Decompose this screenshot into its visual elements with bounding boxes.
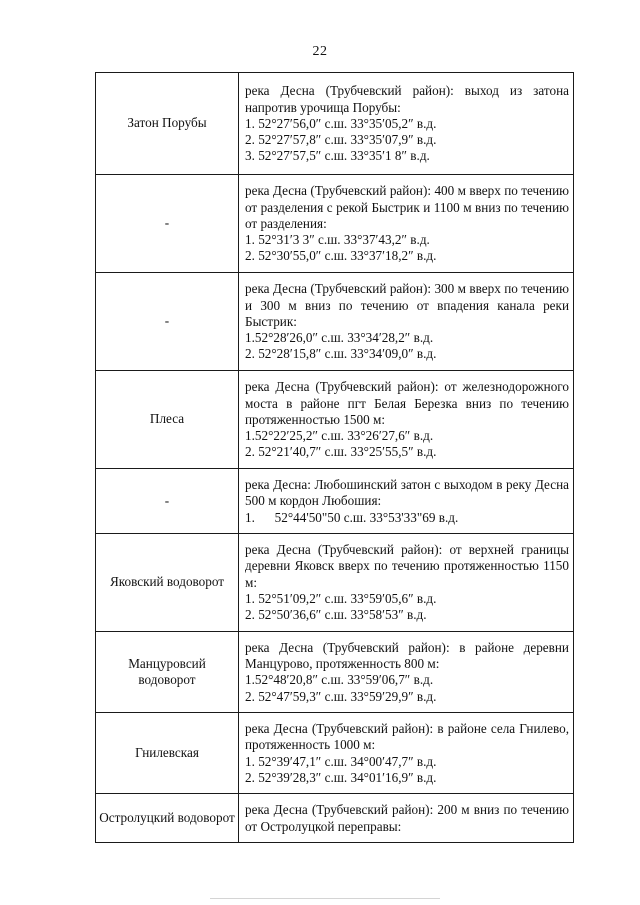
site-description: река Десна: Любошинский затон с выходом в реку Десна 500 м кордон Любошия: — [245, 477, 569, 509]
site-description-cell — [239, 469, 574, 534]
site-description: река Десна (Трубчевский район): 400 м вверх по течению от разделения с рекой Быстрик и 1100 м вниз по течению от разделения: — [245, 183, 569, 231]
site-name-cell: - — [96, 273, 239, 371]
site-name-cell: Манцуровсий водоворот — [96, 631, 239, 712]
coordinate-line: 2. 52°21′40,7″ с.ш. 33°25′55,5″ в.д. — [245, 444, 437, 460]
coordinate-line: 3. 52°27′57,5″ с.ш. 33°35′1 8″ в.д. — [245, 148, 430, 164]
site-description-cell — [239, 73, 574, 175]
coordinate-line: 1.52°22′25,2″ с.ш. 33°26′27,6″ в.д. — [245, 428, 434, 444]
site-name-cell: Затон Порубы — [96, 73, 239, 175]
site-description-cell — [239, 631, 574, 712]
site-name-cell: Остролуцкий водоворот — [96, 794, 239, 843]
coordinate-line: 1. 52°51′09,2″ с.ш. 33°59′05,6″ в.д. — [245, 591, 437, 607]
table-row — [96, 469, 574, 534]
coordinate-line: 2. 52°28′15,8″ с.ш. 33°34′09,0″ в.д. — [245, 346, 437, 362]
site-description: река Десна (Трубчевский район): от верхней границы деревни Яковск вверх по течению протяженностью 1150 м: — [245, 542, 569, 590]
table-row — [96, 533, 574, 631]
table-row — [96, 631, 574, 712]
coordinate-line: 1. 52°39′47,1″ с.ш. 34°00′47,7″ в.д. — [245, 753, 437, 769]
site-description-cell — [239, 273, 574, 371]
coordinate-line: 1. 52°44'50"50 с.ш. 33°53'33"69 в.д. — [245, 509, 459, 525]
site-name-cell: - — [96, 469, 239, 534]
site-name-cell: Гнилевская — [96, 713, 239, 794]
table-row — [96, 371, 574, 469]
site-description-cell — [239, 533, 574, 631]
coordinate-line: 1.52°48′20,8″ с.ш. 33°59′06,7″ в.д. — [245, 672, 434, 688]
site-description-cell — [239, 371, 574, 469]
site-description: река Десна (Трубчевский район): 300 м вверх по течению и 300 м вниз по течению от впадения канала реки Быстрик: — [245, 281, 569, 329]
site-description-cell — [239, 794, 574, 843]
coordinate-line: 2. 52°30′55,0″ с.ш. 33°37′18,2″ в.д. — [245, 248, 437, 264]
table-row — [96, 175, 574, 273]
coordinate-line: 1. 52°31′3 3″ с.ш. 33°37′43,2″ в.д. — [245, 232, 430, 248]
fishing-sites-table — [95, 72, 574, 843]
coordinate-line: 1. 52°27′56,0″ с.ш. 33°35′05,2″ в.д. — [245, 115, 437, 131]
site-description-cell — [239, 175, 574, 273]
coordinate-line: 2. 52°27′57,8″ с.ш. 33°35′07,9″ в.д. — [245, 132, 437, 148]
site-description: река Десна (Трубчевский район): от железнодорожного моста в районе пгт Белая Березка вниз по течению протяженностью 1500 м: — [245, 379, 569, 427]
site-name-cell: Яковский водоворот — [96, 533, 239, 631]
site-name-cell: Плеса — [96, 371, 239, 469]
coordinate-line: 2. 52°39′28,3″ с.ш. 34°01′16,9″ в.д. — [245, 769, 437, 785]
site-name-cell: - — [96, 175, 239, 273]
site-description: река Десна (Трубчевский район): в районе деревни Манцурово, протяженность 800 м: — [245, 639, 569, 672]
site-description: река Десна (Трубчевский район): выход из затона напротив урочища Порубы: — [245, 83, 569, 115]
site-description: река Десна (Трубчевский район): в районе села Гнилево, протяженность 1000 м: — [245, 721, 569, 753]
site-description: река Десна (Трубчевский район): 200 м вниз по течению от Остролуцкой переправы: — [245, 802, 569, 834]
site-description-cell — [239, 713, 574, 794]
page-number: 22 — [312, 44, 328, 59]
table-row — [96, 713, 574, 794]
coordinate-line: 1.52°28′26,0″ с.ш. 33°34′28,2″ в.д. — [245, 330, 434, 346]
scan-edge-line — [210, 898, 440, 899]
table-row — [96, 794, 574, 843]
table-row — [96, 73, 574, 175]
coordinate-line: 2. 52°50′36,6″ с.ш. 33°58′53″ в.д. — [245, 607, 427, 623]
coordinate-line: 2. 52°47′59,3″ с.ш. 33°59′29,9″ в.д. — [245, 688, 437, 704]
table-row — [96, 273, 574, 371]
